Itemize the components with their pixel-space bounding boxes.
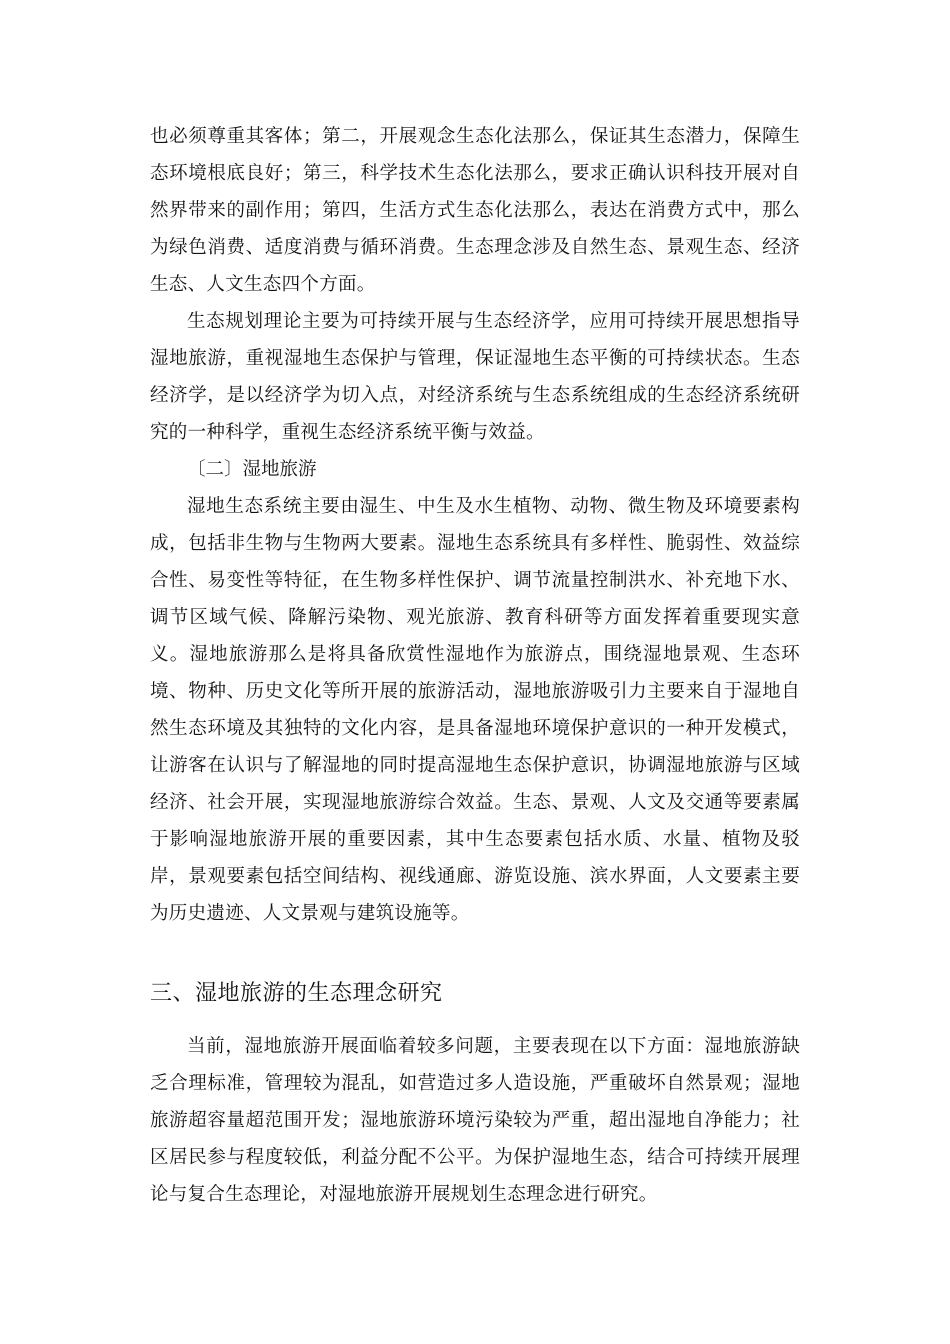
paragraph-ecological-planning-theory: 生态规划理论主要为可持续开展与生态经济学，应用可持续开展思想指导湿地旅游，重视湿地生态保护与管理，保证湿地生态平衡的可持续状态。生态经济学，是以经济学为切入点，对经济系统与生态系统组成的生态经济系统研究的一种科学，重视生态经济系统平衡与效益。 <box>150 311 800 443</box>
paragraph-ecological-principles: 也必须尊重其客体；第二，开展观念生态化法那么，保证其生态潜力，保障生态环境根底良好；第三，科学技术生态化法那么，要求正确认识科技开展对自然界带来的副作用；第四，生活方式生态化法那么，表达在消费方式中，那么为绿色消费、适度消费与循环消费。生态理念涉及自然生态、景观生态、经济生态、人文生态四个方面。 <box>150 126 800 295</box>
document-page <box>150 118 800 1213</box>
paragraph-current-problems: 当前，湿地旅游开展面临着较多问题，主要表现在以下方面：湿地旅游缺乏合理标准，管理较为混乱，如营造过多人造设施，严重破坏自然景观；湿地旅游超容量超范围开发；湿地旅游环境污染较为严重，超出湿地自净能力；社区居民参与程度较低，利益分配不公平。为保护湿地生态，结合可持续开展理论与复合生态理论，对湿地旅游开展规划生态理念进行研究。 <box>150 1036 800 1205</box>
subheading-wetland-tourism: 〔二〕湿地旅游 <box>187 459 317 480</box>
section-heading-ecological-concept: 三、湿地旅游的生态理念研究 <box>150 981 443 1006</box>
paragraph-wetland-ecosystem: 湿地生态系统主要由湿生、中生及水生植物、动物、微生物及环境要素构成，包括非生物与生物两大要素。湿地生态系统具有多样性、脆弱性、效益综合性、易变性等特征，在生物多样性保护、调节流量控制洪水、补充地下水、调节区域气候、降解污染物、观光旅游、教育科研等方面发挥着重要现实意义。湿地旅游那么是将具备欣赏性湿地作为旅游点，围绕湿地景观、生态环境、物种、历史文化等所开展的旅游活动，湿地旅游吸引力主要来自于湿地自然生态环境及其独特的文化内容，是具备湿地环境保护意识的一种开发模式，让游客在认识与了解湿地的同时提高湿地生态保护意识，协调湿地旅游与区域经济、社会开展，实现湿地旅游综合效益。生态、景观、人文及交通等要素属于影响湿地旅游开展的重要因素，其中生态要素包括水质、水量、植物及驳岸，景观要素包括空间结构、视线通廊、游览设施、滨水界面，人文要素主要为历史遗迹、人文景观与建筑设施等。 <box>150 496 800 924</box>
